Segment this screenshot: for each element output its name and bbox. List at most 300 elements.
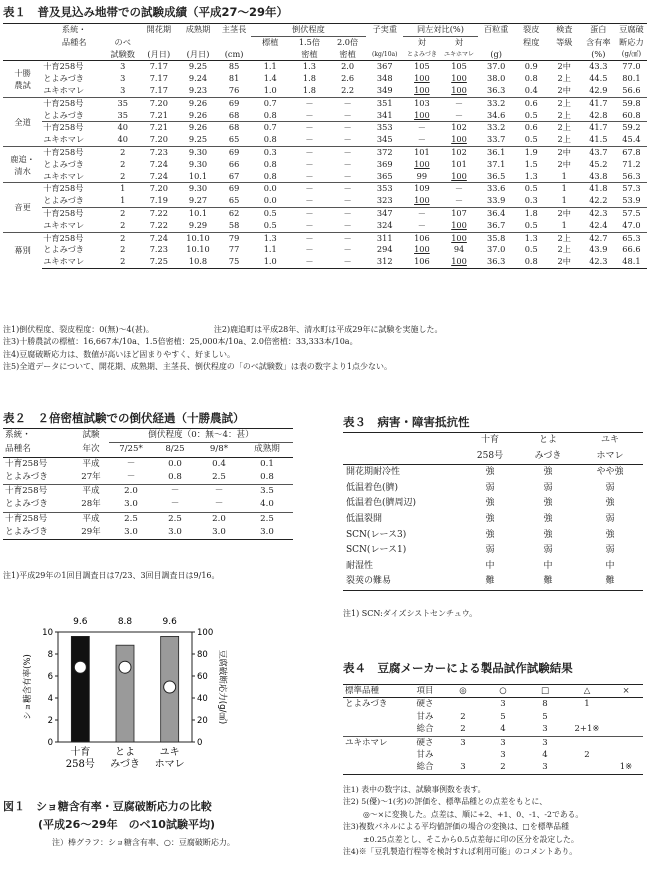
t2-cell: 0.1 [241,457,293,471]
t2-year: 平成 [73,485,109,499]
table-row [3,159,647,171]
t1-note-3: 注3)十勝農試の標植：16,667本/10a、1.5倍密植：25,000本/10a、2.0倍密植：33,333本/10a。 [3,337,358,347]
t1-cell-l1: 0.8 [263,158,277,169]
t4-cell: 3 [500,750,506,761]
t1-variety: 十育258号 [42,232,106,244]
t1-cell-c: 0.8 [524,73,538,84]
table-row [343,543,643,559]
t3-cell: 弱 [485,545,495,556]
t2-cell: 0.0 [153,457,197,471]
t1-cell-l3: － [329,195,366,207]
t1-cell-t: 45.4 [622,134,641,145]
t1-cell-l2: － [305,207,314,218]
left-tick-label: 0 [47,738,53,748]
t1-cell-n: 2 [106,146,139,158]
t4-note-1: 注1) 表中の数字は、試験事例数を表す。 [343,785,486,794]
t1-variety: ユキホマレ [43,134,85,145]
t1-cell-l2: － [290,110,329,122]
t1-head-yield: 子実重 [366,24,403,37]
t1-head-grade: 検査 [548,24,581,37]
t1-cell-w: 37.0 [487,244,506,255]
t1-cell-fl: 7.17 [149,61,168,72]
t1-cell-y: 323 [366,195,403,207]
t4-cell [609,711,643,723]
t1-cell-l2: 1.3 [302,61,316,72]
t1-cell-ra: 100 [403,195,440,207]
t1-cell-l3: － [329,110,366,122]
t3-cell: 中 [485,560,495,571]
category-label: ユキ [159,747,180,758]
t1-cell-y: 348 [376,73,393,84]
t1-cell-l2: － [290,195,329,207]
t1-cell-rb: 102 [440,146,477,158]
t1-head-maturity: 成熟期 [178,24,217,37]
t1-cell-n: 40 [117,134,128,145]
t1-cell-mt: 9.30 [188,158,208,169]
t1-cell-fl: 7.17 [149,84,168,95]
t1-variety: 十育258号 [43,207,84,218]
t3-label: 裂莢の難易 [343,574,461,590]
t1-cell-fl: 7.20 [139,183,178,195]
t1-note-5: 注5)全道データについて、開花期、成熟期、主茎長、倒伏程度の「のべ試験数」は表の数字より1点少ない。 [3,361,392,371]
t1-cell-n: 1 [106,183,139,195]
figure1-chart [0,610,320,770]
t1-head-ratio: 同左対比(%) [403,24,477,37]
t1-cell-l1: 1.0 [263,84,277,95]
t1-cell-p: 42.4 [589,219,608,230]
t4-empty [343,723,405,736]
t1-cell-l2: 1.8 [302,73,316,84]
t1-cell-mt: 9.27 [178,195,217,207]
t1-note-4: 注4)豆腐破断応力は、数値が高いほど固まりやすく、好ましい。 [3,349,236,359]
t1-cell-rb: 101 [451,158,467,169]
t4-cell: 5 [542,711,548,722]
t2-cell: 3.0 [241,526,293,540]
t1-cell-st: 68 [228,122,240,133]
table-row [343,465,643,481]
t3-cell: 弱 [543,482,553,493]
t1-location [3,97,42,146]
t4-cell: 2+1※ [574,724,600,735]
t1-cell-rb: － [440,97,477,109]
t1-cell-c: 1.5 [524,158,538,169]
t2-head-date-2: 8/25 [153,443,197,457]
t1-cell-mt: 9.26 [178,97,217,109]
t1-cell-l1: 0.7 [263,122,277,133]
t3-col-1a: 十育 [461,433,519,449]
t1-cell-n: 2 [120,158,126,169]
t1-cell-y: 372 [366,146,403,158]
t1-cell-l3: － [329,146,366,158]
t3-col-3b: ホマレ [577,449,643,465]
table4-title: 表４ 豆腐メーカーによる製品試作試験結果 [343,661,573,675]
t1-variety: とよみづき [42,195,106,207]
t1-cell-t: 59.8 [616,97,647,109]
t1-head-trials-2: 試験数 [106,49,139,61]
t1-variety: 十育258号 [43,122,84,133]
t1-cell-ra: － [417,219,426,230]
t2-variety: 十育258号 [3,457,73,471]
t1-cell-ra: 109 [403,183,440,195]
t1-head-x15-2: 密植 [290,49,329,61]
t1-head-ratio-b-1: 対 [454,36,464,47]
t1-cell-c: 0.5 [524,134,538,145]
t4-head-cell: 項目 [405,685,445,698]
t1-note-1: 注1)倒伏程度、裂皮程度：0(無)～4(甚)。 [3,325,154,334]
t1-cell-l1: 0.8 [263,134,277,145]
t1-cell-l3: － [343,207,352,218]
t1-head-standard: 標植 [262,36,279,47]
table-row [3,134,647,146]
t1-cell-st: 67 [228,170,240,181]
right-tick-label: 0 [197,738,203,748]
t1-cell-l1: 0.3 [251,146,290,158]
t1-cell-y: 365 [376,170,393,181]
point-tofu-stress [119,661,131,673]
t1-location-line: 全道 [14,116,31,127]
t1-cell-g: 2中 [557,207,571,218]
table2 [3,428,293,540]
t1-cell-c: 0.5 [524,219,538,230]
t4-cell [609,736,643,749]
t1-cell-p: 41.5 [589,134,608,145]
t1-cell-g: 1 [548,183,581,195]
t3-cell: 強 [543,529,553,540]
t1-cell-p: 42.3 [589,207,608,218]
t4-variety: ユキホマレ [343,736,405,749]
left-tick-label: 4 [47,694,53,704]
t1-cell-n: 40 [117,122,128,133]
t1-cell-l1: 0.0 [251,195,290,207]
t1-cell-fl: 7.21 [139,110,178,122]
table-row [343,711,643,723]
t4-empty [343,711,405,723]
t1-cell-ra: － [417,134,426,145]
t3-cell: 中 [605,560,615,571]
t1-cell-w: 36.7 [487,219,506,230]
t1-cell-g: 2中 [548,256,581,268]
t1-cell-fl: 7.20 [139,97,178,109]
t4-item: 総合 [416,724,434,735]
left-tick-label: 6 [47,672,53,682]
t1-head-crack: 裂皮 [515,24,548,37]
t1-cell-y: 324 [376,219,393,230]
t1-cell-mt: 9.24 [188,73,208,84]
t1-cell-c: 0.3 [515,195,548,207]
category-label: 十育 [70,747,91,758]
t1-cell-l1: 0.8 [263,170,277,181]
table-row [3,485,293,499]
t1-cell-ra: 100 [414,244,430,255]
t4-variety: とよみづき [343,698,405,711]
table-row [343,761,643,774]
t4-cell [609,749,643,761]
t1-cell-fl: 7.22 [149,219,168,230]
t1-variety: 十育258号 [43,61,84,72]
t1-location-line: 幕別 [14,245,31,256]
t4-cell: 4 [500,724,506,735]
t1-cell-rb: 102 [451,122,467,133]
t1-cell-g: 2上 [548,97,581,109]
table-row [343,528,643,544]
t1-location-line: 鹿追・ [10,153,35,164]
t4-cell: 3 [525,736,565,749]
t1-cell-l1: 1.1 [263,61,277,72]
t1-cell-p: 42.3 [581,256,616,268]
point-tofu-stress [164,681,176,693]
figure1-subtitle: (平成26～29年 のべ10試験平均) [38,818,215,831]
t3-label: SCN(レース3) [346,529,407,540]
t1-cell-w: 33.9 [478,195,515,207]
t4-cell: 3 [445,736,481,749]
t1-cell-mt: 9.25 [188,134,208,145]
t4-head-cell: × [609,685,643,698]
t1-cell-n: 3 [120,61,126,72]
table-row [3,183,647,195]
left-tick-label: 8 [47,650,53,660]
t1-cell-l3: － [343,134,352,145]
t1-cell-st: 85 [228,61,240,72]
table-row [3,122,647,134]
t2-cell: 2.0 [197,512,241,526]
t1-cell-l3: 2.6 [341,73,355,84]
t4-cell [609,698,643,711]
t1-cell-w: 38.0 [487,73,506,84]
t1-cell-rb: － [440,183,477,195]
t4-head-cell: 標準品種 [343,685,405,698]
t1-location [3,61,42,97]
t1-cell-st: 68 [218,110,251,122]
t1-cell-n: 2 [106,232,139,244]
t2-cell: 2.5 [153,512,197,526]
t1-cell-g: 1 [561,170,567,181]
t1-cell-l3: － [343,170,352,181]
t3-cell: 弱 [605,513,615,524]
t1-cell-w: 33.2 [478,97,515,109]
t1-cell-mt: 9.25 [188,61,208,72]
right-tick-label: 100 [197,628,214,638]
table-row [343,512,643,528]
t1-cell-rb: 100 [451,73,467,84]
t1-cell-mt: 10.1 [188,207,208,218]
t1-cell-l2: － [290,146,329,158]
t4-cell: 3 [481,698,525,711]
table-row [3,232,647,244]
t1-cell-mt: 9.30 [178,146,217,158]
t4-cell: 2 [481,761,525,774]
t1-cell-l2: － [305,134,314,145]
table-row [343,736,643,749]
t1-cell-t: 47.0 [622,219,641,230]
t1-cell-l1: 0.0 [251,183,290,195]
t1-cell-t: 66.6 [622,244,641,255]
t4-cell: 3 [542,724,548,735]
t1-cell-w: 36.5 [487,170,506,181]
t1-cell-mt: 9.26 [178,110,217,122]
t1-cell-t: 67.8 [616,146,647,158]
t1-cell-p: 42.2 [581,195,616,207]
t2-year: 28年 [81,499,101,510]
t2-cell: 0.8 [168,471,182,482]
t1-cell-l3: － [329,232,366,244]
figure1-note: 注）棒グラフ：ショ糖含有率、○：豆腐破断応力。 [52,838,235,847]
t1-cell-p: 44.5 [589,73,608,84]
t2-cell: 2.5 [109,512,153,526]
t3-col-1b: 258号 [461,449,519,465]
t1-head-tofu-unit: (g/㎠) [616,49,647,61]
t1-cell-p: 42.8 [581,110,616,122]
t4-cell: 2 [584,750,590,761]
t1-cell-rb: 107 [451,207,467,218]
t3-label: 開花期耐冷性 [346,467,401,478]
t1-variety: 十育258号 [42,183,106,195]
t2-note: 注1)平成29年の1回目調査日は7/23、3回目調査日は9/16。 [3,571,220,580]
t4-cell [445,698,481,711]
t3-cell: 中 [543,560,553,571]
table-row [343,698,643,711]
t1-cell-mt: 9.29 [188,219,208,230]
t4-cell: 5 [500,711,506,722]
t1-cell-c: 0.6 [515,97,548,109]
t2-variety: とよみづき [5,471,48,482]
y-right-label: 豆腐破断応力(g/㎠) [217,649,227,725]
t4-head-cell: □ [525,685,565,698]
t1-cell-w: 33.6 [478,183,515,195]
t1-cell-g: 2上 [557,244,571,255]
t2-cell: － [170,499,180,510]
t2-year: 29年 [73,526,109,540]
t1-cell-y: 367 [376,61,393,72]
t1-head-weight: 百粒重 [478,24,515,37]
t1-cell-w: 36.1 [478,146,515,158]
t1-cell-p: 42.7 [581,232,616,244]
t1-cell-l2: － [290,97,329,109]
t3-cell: 強 [605,498,615,509]
t3-cell: 弱 [543,545,553,556]
left-tick-label: 10 [42,628,53,638]
t3-cell: 強 [543,467,553,478]
t1-cell-p: 41.8 [581,183,616,195]
t1-head-variety-2: 品種名 [61,36,87,47]
t1-head-lodging: 倒伏程度 [251,24,367,37]
t1-cell-y: 353 [376,122,393,133]
t1-head-weight-unit: (g) [478,49,515,61]
t1-cell-st: 69 [218,97,251,109]
t1-variety: とよみづき [43,158,84,169]
t4-cell: 2 [460,711,466,722]
t1-cell-rb: 100 [440,256,477,268]
t2-head-lodging: 倒伏程度（0：無～4：甚） [109,429,293,443]
t2-cell: 0.4 [197,457,241,471]
t4-item: 総合 [405,761,445,774]
t3-label: SCN(レース1) [346,545,407,556]
t2-cell: 3.0 [153,526,197,540]
t1-location [3,183,42,232]
t1-head-flowering: 開花期 [139,24,178,37]
t1-head-grade-2: 等級 [556,36,573,47]
t1-head-tofu: 豆腐破 [616,24,647,37]
table-row [343,496,643,512]
t4-cell: 3 [445,761,481,774]
category-label: 258号 [65,759,95,770]
t4-cell [445,749,481,761]
t2-cell: 3.5 [241,485,293,499]
t1-cell-ra: 106 [403,256,440,268]
t1-cell-rb: － [440,110,477,122]
t1-variety: 十育258号 [42,97,106,109]
t3-note: 注1) SCN:ダイズシストセンチュウ。 [343,609,478,618]
t1-cell-ra: 106 [403,232,440,244]
t1-cell-g: 2中 [557,158,571,169]
t1-cell-y: 347 [376,207,393,218]
t4-note-2: 注2) 5(優)～1(劣)の評価を、標準品種との点差をもとに、 [343,797,548,807]
t1-cell-n: 2 [106,256,139,268]
table-row [3,526,293,540]
table4 [343,684,643,775]
t1-location [3,146,42,182]
t1-cell-l1: 0.5 [263,219,277,230]
t1-cell-w: 36.4 [487,207,506,218]
t2-cell: 0.8 [260,471,274,482]
t4-cell: 1 [565,698,609,711]
t1-cell-st: 62 [228,207,240,218]
t2-head-date-1: 7/25* [109,443,153,457]
t1-cell-p: 45.2 [589,158,608,169]
t1-cell-g: 2中 [557,61,571,72]
t1-cell-l1: 1.4 [263,73,277,84]
table-row [3,110,647,122]
figure1-title: 図１ ショ糖含有率・豆腐破断応力の比較 [3,800,212,813]
t1-cell-n: 2 [120,207,126,218]
t1-cell-t: 57.5 [622,207,641,218]
t3-col-2b: みづき [519,449,577,465]
t1-cell-l2: － [305,244,314,255]
table-row [3,61,647,73]
t1-cell-l2: － [305,170,314,181]
t4-cell [565,761,609,774]
t1-cell-ra: 100 [414,84,430,95]
t1-cell-t: 57.3 [616,183,647,195]
t4-cell: 3 [481,736,525,749]
t4-head-cell: ○ [481,685,525,698]
t1-cell-g: 2上 [548,232,581,244]
t4-cell: 4 [542,750,548,761]
t3-cell: 強 [485,529,495,540]
t4-cell: 3 [525,761,565,774]
t2-head-year-2: 年次 [73,443,109,457]
table-row [3,471,293,485]
table-row [3,220,647,232]
t1-cell-g: 2中 [557,84,571,95]
right-tick-label: 80 [197,650,208,660]
t1-cell-l3: － [343,244,352,255]
t1-head-variety-1: 系統・ [42,24,106,37]
y-left-label: ショ糖含有率(%) [23,654,33,720]
t1-cell-rb: 100 [451,84,467,95]
t1-variety: とよみづき [43,73,84,84]
t1-cell-l3: － [329,183,366,195]
t1-cell-l3: － [343,122,352,133]
t1-cell-c: 1.9 [515,146,548,158]
t2-cell: － [126,471,136,482]
t3-cell: 強 [543,513,553,524]
t1-variety: とよみづき [42,110,106,122]
t1-cell-l2: － [305,219,314,230]
t1-cell-p: 43.9 [589,244,608,255]
t1-cell-ra: 100 [414,73,430,84]
t1-cell-y: 311 [366,232,403,244]
t2-cell: 3.0 [109,526,153,540]
